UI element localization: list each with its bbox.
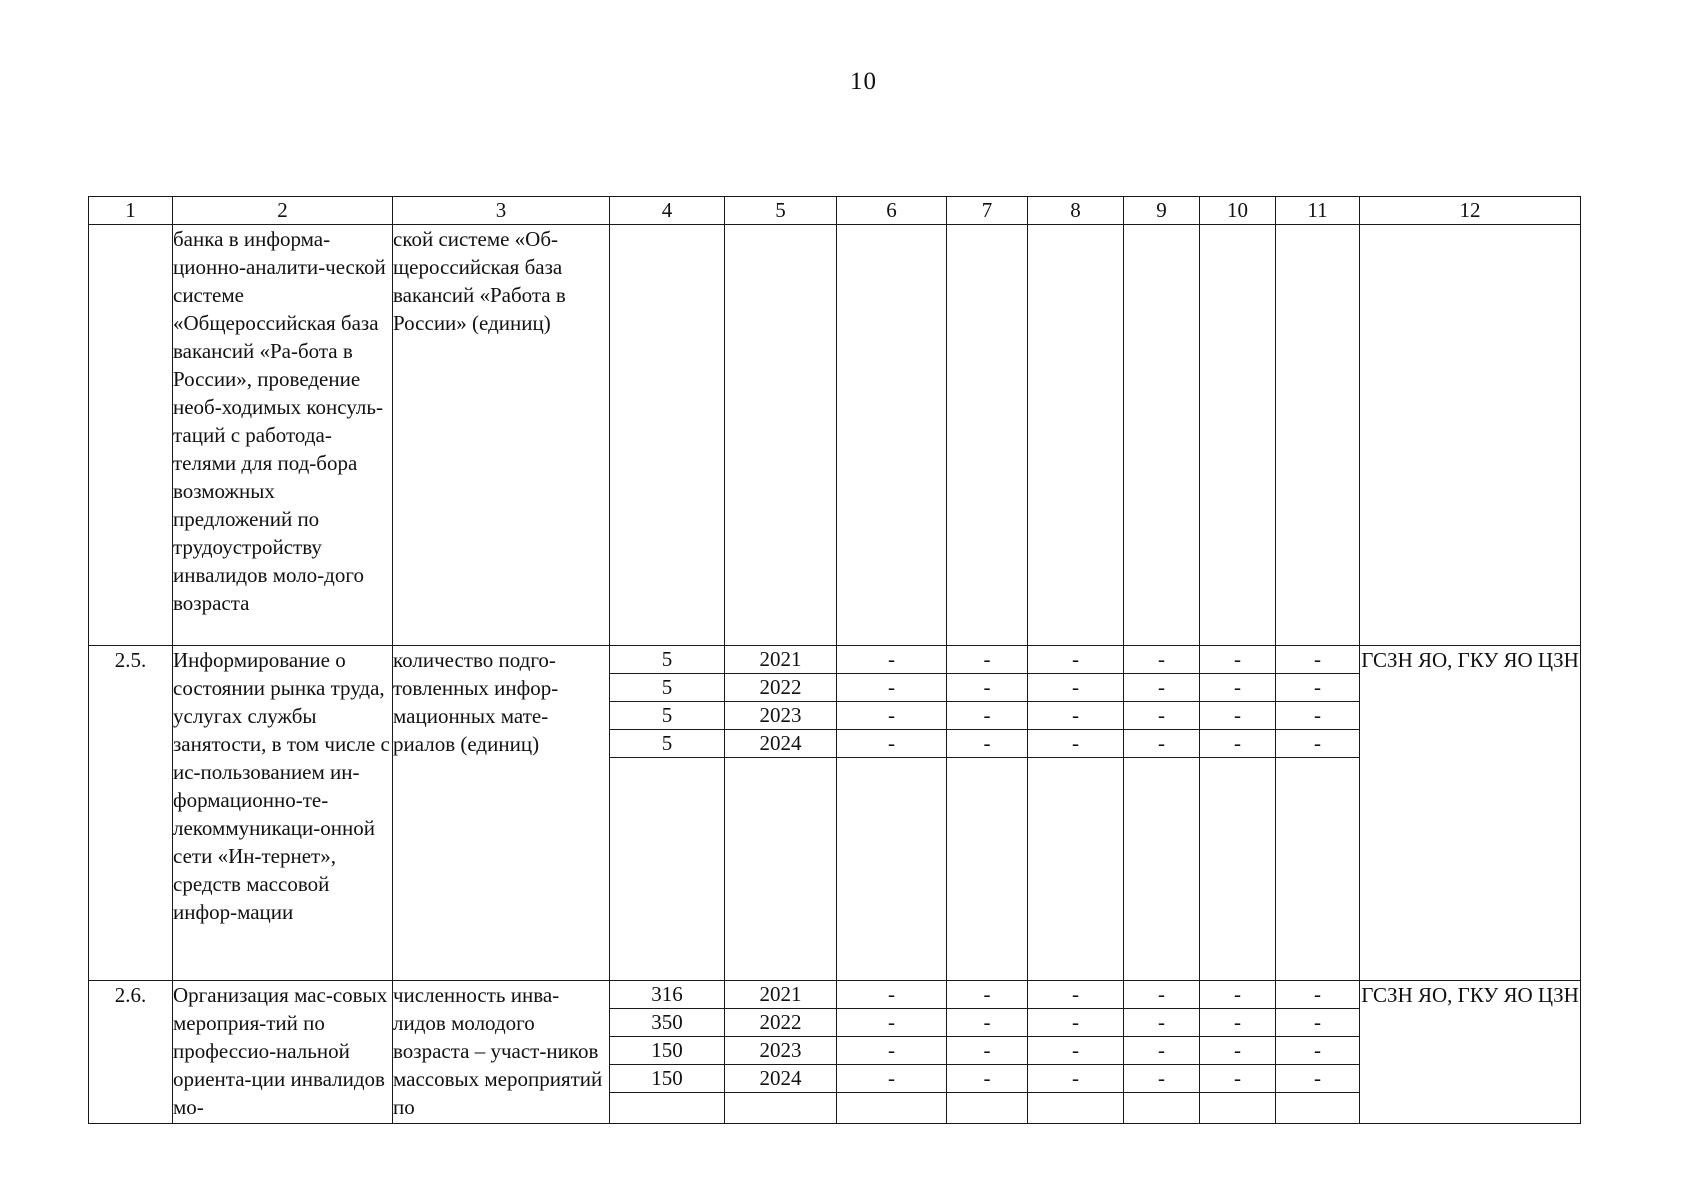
- data-cell: [837, 758, 947, 981]
- data-cell: -: [947, 1009, 1028, 1037]
- data-cell: -: [1028, 730, 1124, 758]
- data-cell: -: [1028, 1065, 1124, 1093]
- header-cell: 9: [1124, 197, 1200, 225]
- responsible-cell: ГСЗН ЯО, ГКУ ЯО ЦЗН: [1360, 981, 1581, 1124]
- responsible-cell: ГСЗН ЯО, ГКУ ЯО ЦЗН: [1360, 646, 1581, 981]
- data-cell: -: [1276, 730, 1360, 758]
- data-cell: [947, 225, 1028, 646]
- table-row-2-6: [89, 981, 1581, 1009]
- data-cell: -: [1124, 674, 1200, 702]
- activity-cell: Информирование о состоянии рынка труда, услугах службы занятости, в том числе с ис-пользованием ин-формационно-те-лекоммуникаци-онной сети «Ин-тернет», средств массовой инфор-мации: [173, 646, 393, 981]
- data-cell: -: [1124, 730, 1200, 758]
- data-cell: -: [947, 981, 1028, 1009]
- data-cell: [1028, 1093, 1124, 1124]
- header-cell: 4: [610, 197, 725, 225]
- data-cell: [1028, 225, 1124, 646]
- data-cell: -: [837, 674, 947, 702]
- table-row-continuation: [89, 225, 1581, 646]
- data-cell: -: [1276, 674, 1360, 702]
- data-cell: -: [837, 1037, 947, 1065]
- value-cell: 5: [610, 646, 725, 674]
- data-cell: -: [1124, 1065, 1200, 1093]
- data-cell: -: [1276, 1037, 1360, 1065]
- data-cell: -: [1200, 646, 1276, 674]
- data-cell: -: [1124, 1037, 1200, 1065]
- value-cell: [610, 1093, 725, 1124]
- data-cell: -: [1276, 1065, 1360, 1093]
- data-cell: -: [947, 1065, 1028, 1093]
- data-cell: -: [1028, 674, 1124, 702]
- value-cell: 150: [610, 1065, 725, 1093]
- header-cell: 12: [1360, 197, 1581, 225]
- data-cell: -: [947, 702, 1028, 730]
- data-cell: -: [1276, 702, 1360, 730]
- data-cell: -: [1276, 646, 1360, 674]
- year-cell: 2023: [725, 1037, 837, 1065]
- indicator-cell: ской системе «Об-щероссийская база вакансий «Работа в России» (единиц): [393, 225, 610, 646]
- data-cell: [1028, 758, 1124, 981]
- data-cell: -: [1200, 702, 1276, 730]
- year-cell: 2022: [725, 674, 837, 702]
- data-cell: -: [1200, 1065, 1276, 1093]
- value-cell: [610, 225, 725, 646]
- data-cell: -: [1124, 646, 1200, 674]
- year-cell: 2022: [725, 1009, 837, 1037]
- data-cell: -: [1200, 730, 1276, 758]
- data-cell: [1200, 758, 1276, 981]
- data-cell: [1200, 225, 1276, 646]
- data-cell: -: [1028, 646, 1124, 674]
- data-cell: [1124, 225, 1200, 646]
- year-cell: 2023: [725, 702, 837, 730]
- header-cell: 10: [1200, 197, 1276, 225]
- data-cell: -: [1200, 674, 1276, 702]
- row-number-cell: [89, 225, 173, 646]
- page-number: 10: [850, 68, 877, 95]
- data-cell: -: [947, 674, 1028, 702]
- data-cell: -: [947, 730, 1028, 758]
- data-cell: -: [837, 646, 947, 674]
- year-cell: 2021: [725, 646, 837, 674]
- activity-plan-table: [88, 196, 1581, 1124]
- year-cell: 2024: [725, 1065, 837, 1093]
- header-cell: 1: [89, 197, 173, 225]
- header-cell: 7: [947, 197, 1028, 225]
- value-cell: 5: [610, 674, 725, 702]
- data-cell: -: [1276, 1009, 1360, 1037]
- data-cell: -: [1028, 702, 1124, 730]
- data-cell: -: [1200, 981, 1276, 1009]
- data-cell: -: [1028, 1037, 1124, 1065]
- data-cell: -: [1200, 1037, 1276, 1065]
- indicator-cell: количество подго-товленных инфор-мационных мате-риалов (единиц): [393, 646, 610, 981]
- data-cell: [947, 1093, 1028, 1124]
- data-cell: -: [837, 730, 947, 758]
- data-cell: -: [947, 646, 1028, 674]
- data-cell: -: [947, 1037, 1028, 1065]
- header-cell: 5: [725, 197, 837, 225]
- header-cell: 8: [1028, 197, 1124, 225]
- data-cell: -: [1124, 702, 1200, 730]
- data-cell: -: [1124, 981, 1200, 1009]
- data-cell: [1276, 758, 1360, 981]
- header-cell: 11: [1276, 197, 1360, 225]
- indicator-cell: численность инва-лидов молодого возраста – участ-ников массовых мероприятий по: [393, 981, 610, 1124]
- data-cell: -: [837, 702, 947, 730]
- data-cell: [1124, 758, 1200, 981]
- year-cell: [725, 225, 837, 646]
- value-cell: 5: [610, 730, 725, 758]
- data-cell: -: [837, 981, 947, 1009]
- data-cell: -: [1028, 1009, 1124, 1037]
- data-cell: [1200, 1093, 1276, 1124]
- year-cell: 2021: [725, 981, 837, 1009]
- year-cell: 2024: [725, 730, 837, 758]
- header-cell: 3: [393, 197, 610, 225]
- data-cell: -: [837, 1065, 947, 1093]
- header-cell: 2: [173, 197, 393, 225]
- value-cell: 316: [610, 981, 725, 1009]
- data-cell: [1276, 225, 1360, 646]
- row-number-cell: 2.6.: [89, 981, 173, 1124]
- data-cell: [947, 758, 1028, 981]
- data-cell: -: [1124, 1009, 1200, 1037]
- table-row-2-5: [89, 646, 1581, 674]
- header-row: [89, 197, 1581, 225]
- responsible-cell: [1360, 225, 1581, 646]
- activity-cell: банка в информа-ционно-аналити-ческой системе «Общероссийская база вакансий «Ра-бота в России», проведение необ-ходимых консуль-таций с работода-телями для под-бора возможных предложений по трудоустройству инвалидов моло-дого возраста: [173, 225, 393, 646]
- value-cell: 5: [610, 702, 725, 730]
- value-cell: 350: [610, 1009, 725, 1037]
- value-cell: [610, 758, 725, 981]
- year-cell: [725, 758, 837, 981]
- data-cell: [837, 1093, 947, 1124]
- header-cell: 6: [837, 197, 947, 225]
- data-cell: -: [1276, 981, 1360, 1009]
- year-cell: [725, 1093, 837, 1124]
- row-number-cell: 2.5.: [89, 646, 173, 981]
- activity-cell: Организация мас-совых мероприя-тий по профессио-нальной ориента-ции инвалидов мо-: [173, 981, 393, 1124]
- data-cell: [837, 225, 947, 646]
- data-cell: -: [837, 1009, 947, 1037]
- data-cell: -: [1200, 1009, 1276, 1037]
- data-cell: -: [1028, 981, 1124, 1009]
- data-cell: [1124, 1093, 1200, 1124]
- data-cell: [1276, 1093, 1360, 1124]
- value-cell: 150: [610, 1037, 725, 1065]
